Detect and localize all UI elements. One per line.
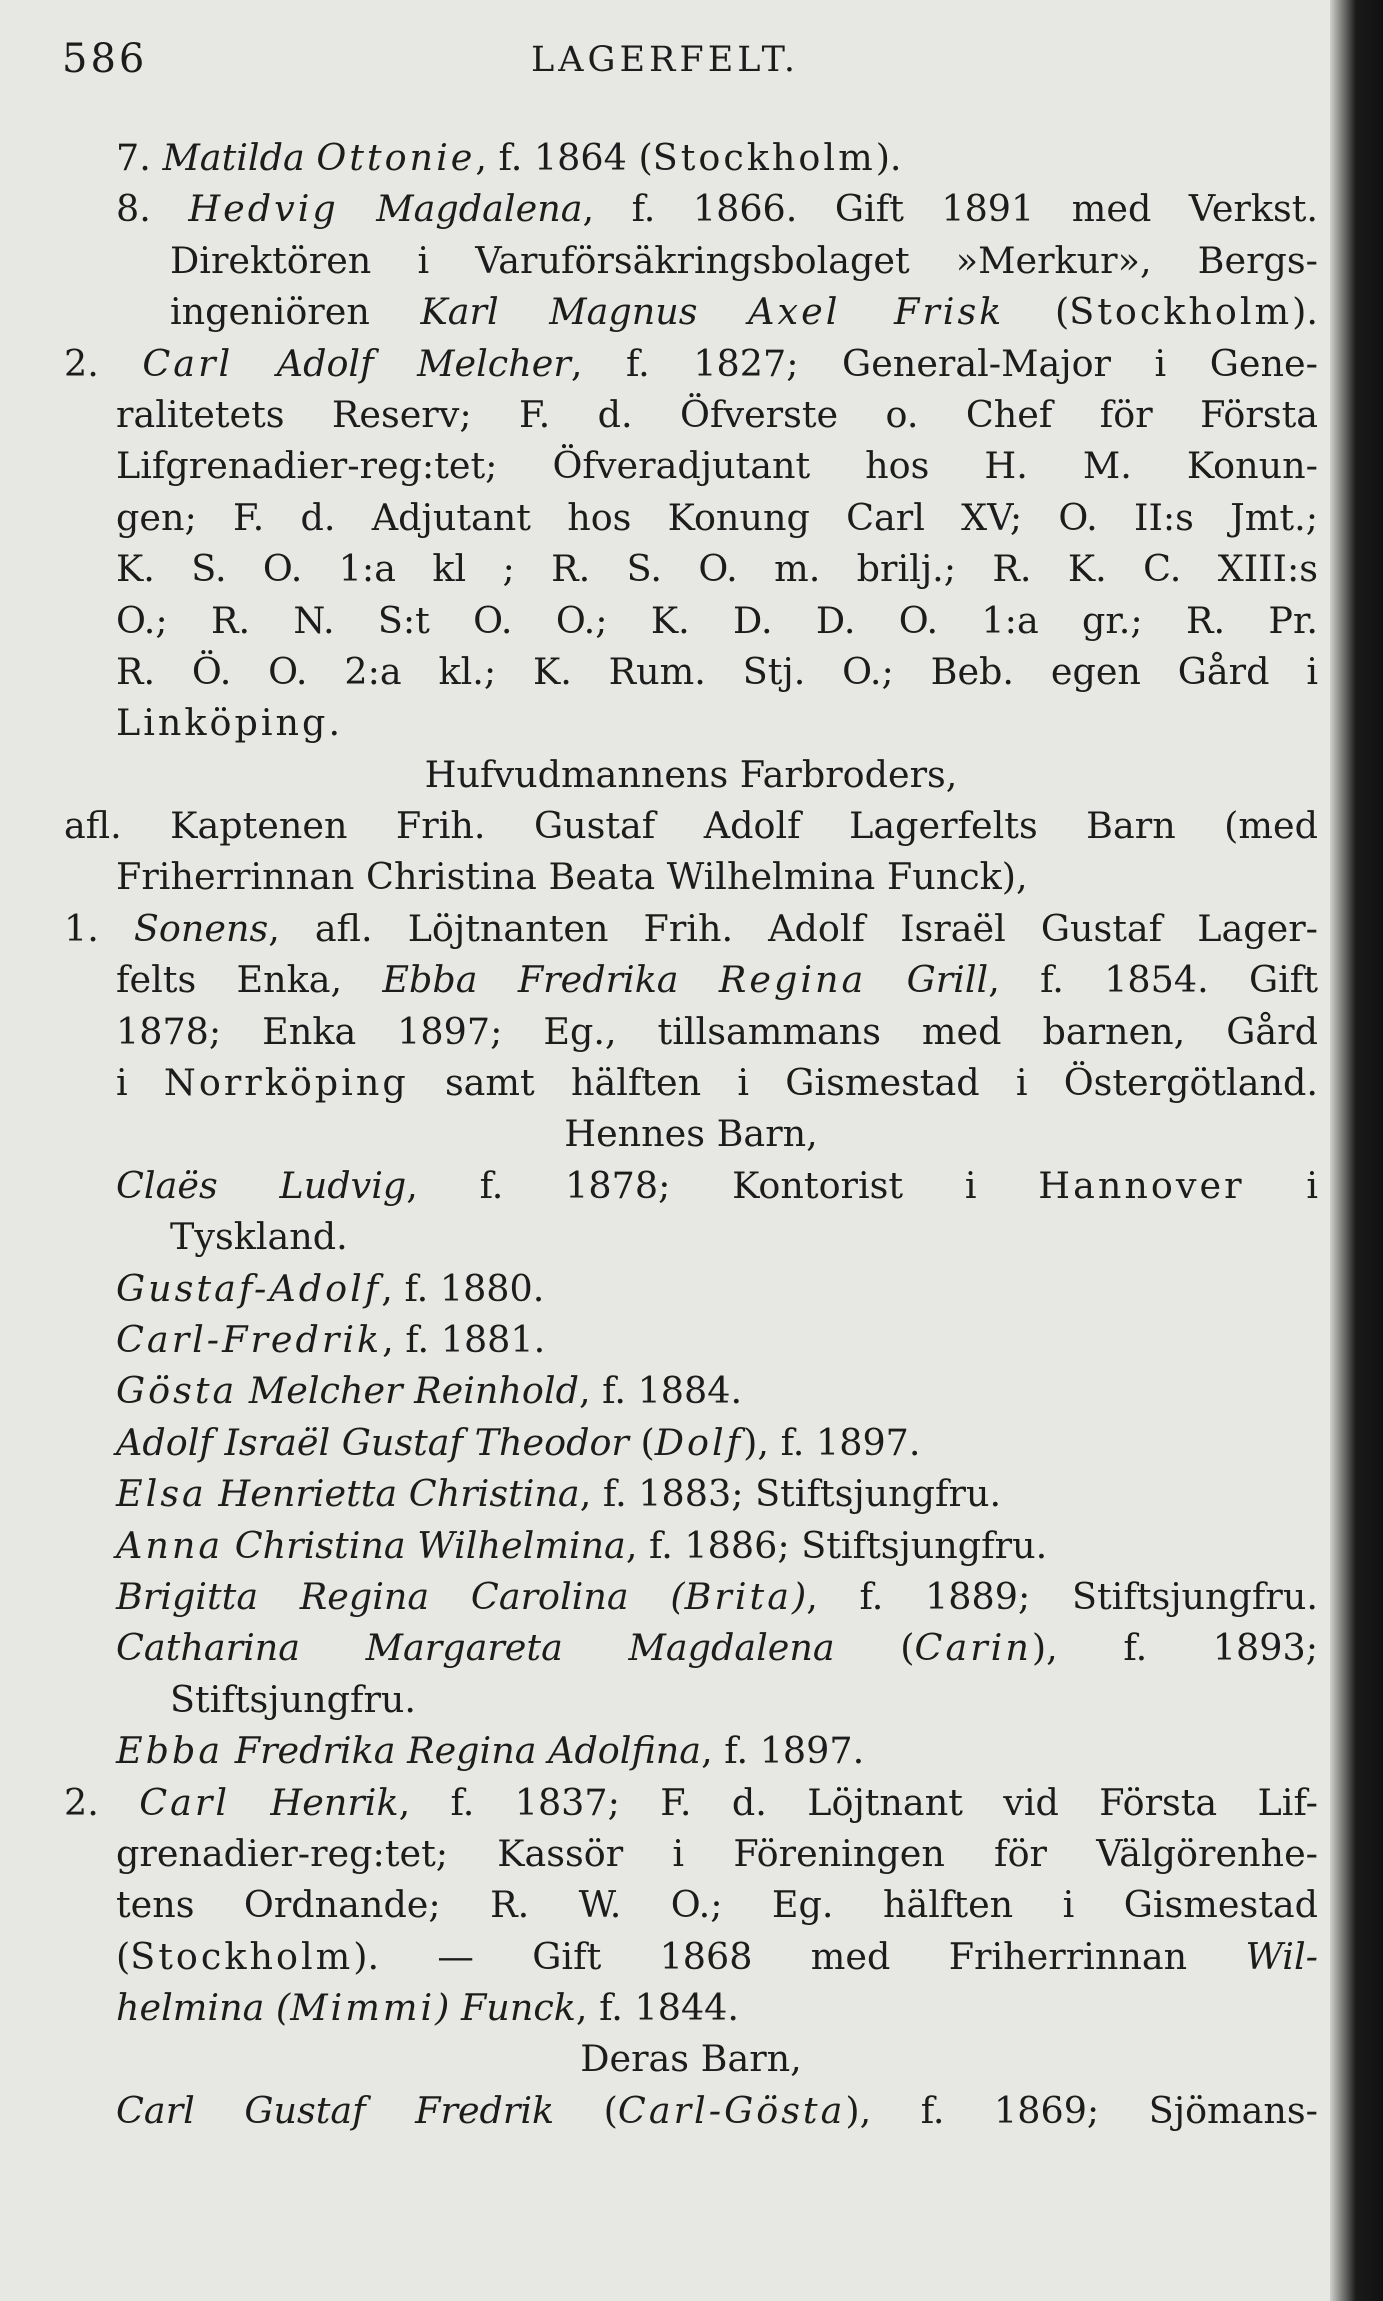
text-run: Direktören i Varuförsäkringsbolaget »Merkur», Bergs- <box>170 238 1318 282</box>
running-title: LAGERFELT. <box>531 40 799 80</box>
text-line <box>64 389 1318 440</box>
name-text: ) Funck <box>435 1986 576 2030</box>
text-run: Stockholm <box>130 1934 354 1978</box>
text-run: samt hälften i Gismestad i Östergötland. <box>408 1061 1319 1105</box>
text-run: R. Ö. O. 2:a kl.; K. Rum. Stj. O.; Beb. egen Gård i <box>116 649 1318 693</box>
text-run: , f. 1880. <box>381 1266 545 1310</box>
text-run: Lifgrenadier-reg:tet; Öfveradjutant hos H. M. Konun- <box>116 444 1318 488</box>
text-run: , afl. Löjtnanten Frih. Adolf Israël Gustaf Lager- <box>268 906 1318 950</box>
text-run <box>230 1781 270 1824</box>
text-run: , f. 1837; F. d. Löjtnant vid Första Lif- <box>398 1780 1318 1824</box>
text-run: Friherrinnan Christina Beata Wilhelmina Funck), <box>116 855 1028 899</box>
text-run: Stiftsjungfru. <box>170 1677 417 1721</box>
text-run: Deras Barn, <box>580 2037 802 2081</box>
text-line <box>64 851 1318 902</box>
text-run: Linköping <box>116 701 329 745</box>
text-line <box>64 1263 1318 1314</box>
name-text: Catharina Margareta Magdalena <box>116 1626 901 1670</box>
name-text: Sonens <box>133 906 269 950</box>
text-line <box>64 286 1318 337</box>
text-line <box>64 132 1318 183</box>
text-run: i <box>116 1061 164 1105</box>
text-run: felts Enka, <box>116 958 383 1002</box>
name-text: Anna <box>116 1523 224 1567</box>
text-run: afl. Kaptenen Frih. Gustaf Adolf Lagerfelts Barn (med <box>64 804 1318 848</box>
text-line <box>64 1160 1318 1211</box>
name-text: Adolf Israël Gustaf Theodor <box>116 1420 641 1464</box>
text-run: , f. 1878; Kontorist i <box>406 1163 1039 1207</box>
name-text: Carin <box>914 1626 1032 1670</box>
text-run: Stockholm <box>652 136 876 179</box>
name-text: Henrik <box>270 1780 399 1824</box>
text-run <box>233 342 277 385</box>
text-run: , f. 1886; Stiftsjungfru. <box>625 1523 1048 1567</box>
text-line <box>64 1571 1318 1622</box>
text-run: Hennes Barn, <box>564 1112 818 1156</box>
text-run: i <box>1244 1163 1318 1207</box>
text-run: ( <box>1004 290 1070 334</box>
page-header <box>0 36 1330 96</box>
text-run: ). — Gift 1868 med Friherrinnan <box>353 1934 1246 1978</box>
text-run: . <box>328 701 341 745</box>
text-run: Stockholm <box>1069 290 1293 334</box>
name-text: Christina Wilhelmina <box>234 1523 626 1567</box>
text-run: , f. 1827; General-Major i Gene- <box>570 341 1318 385</box>
text-line <box>64 1468 1318 1519</box>
text-line <box>64 1314 1318 1365</box>
name-text: Carl Gustaf Fredrik <box>116 2088 604 2132</box>
text-line <box>64 2033 1318 2084</box>
text-line <box>64 749 1318 800</box>
text-line <box>64 2085 1318 2136</box>
text-line <box>64 800 1318 851</box>
text-run: ( <box>640 1420 655 1464</box>
text-line <box>64 1211 1318 1262</box>
text-line <box>64 338 1318 389</box>
name-text: Matilda <box>162 136 317 179</box>
text-run: , f. 1889; Stiftsjungfru. <box>806 1574 1318 1618</box>
name-text: Fredrika Regina Adolfina <box>234 1729 702 1773</box>
text-run: K. S. O. 1:a kl ; R. S. O. m. brilj.; R. K. C. XIII:s <box>116 547 1318 591</box>
text-run <box>237 1369 249 1412</box>
name-text: Axel Frisk <box>748 290 1005 334</box>
name-text: Brigitta Regina Carolina ( <box>116 1574 685 1618</box>
name-text: Regina <box>718 958 867 1002</box>
text-line <box>64 1057 1318 1108</box>
text-run <box>223 1524 235 1567</box>
text-run: Hannover <box>1038 1163 1245 1207</box>
name-text: helmina ( <box>116 1986 291 2030</box>
name-text: Karl Magnus <box>420 290 749 334</box>
text-line <box>64 646 1318 697</box>
text-run: ( <box>603 2088 618 2132</box>
text-run: ), f. 1869; Sjömans- <box>845 2088 1318 2132</box>
name-text: Melcher Reinhold <box>248 1369 579 1413</box>
genealogy-text <box>64 132 1318 2136</box>
text-run: ), f. 1897. <box>743 1420 921 1464</box>
name-text: Brita <box>684 1574 792 1618</box>
text-line <box>64 1006 1318 1057</box>
text-run: tens Ordnande; R. W. O.; Eg. hälften i Gismestad <box>116 1883 1318 1927</box>
name-text: ) <box>791 1574 807 1618</box>
text-line <box>64 543 1318 594</box>
name-text: Ebba <box>116 1729 224 1773</box>
text-run: ). <box>875 136 902 179</box>
text-line <box>64 1108 1318 1159</box>
text-run: Tyskland. <box>170 1215 348 1259</box>
text-run: ingeniören <box>170 290 421 334</box>
text-run: Norrköping <box>163 1061 409 1105</box>
text-line <box>64 1777 1318 1828</box>
name-text: Carl <box>139 1780 231 1824</box>
text-run: , f. 1864 ( <box>475 136 653 179</box>
text-run: , f. 1897. <box>701 1729 865 1773</box>
text-run: 1. <box>64 906 134 950</box>
text-run: , f. 1881. <box>382 1317 546 1361</box>
text-line <box>64 1417 1318 1468</box>
text-line <box>64 1365 1318 1416</box>
name-text: Gustaf-Adolf <box>116 1266 382 1310</box>
page-binding-edge <box>1330 0 1383 2301</box>
name-text: Henrietta Christina <box>218 1472 580 1516</box>
name-text: Carl-Fredrik <box>116 1317 383 1361</box>
text-run: , f. 1866. Gift 1891 med Verkst. <box>582 187 1318 231</box>
text-run: 8. <box>116 187 189 231</box>
text-line <box>64 595 1318 646</box>
text-line <box>64 1520 1318 1571</box>
text-run: , f. 1883; Stiftsjungfru. <box>579 1472 1002 1516</box>
text-line <box>64 440 1318 491</box>
text-run: , f. 1854. Gift <box>988 958 1318 1002</box>
text-run: O.; R. N. S:t O. O.; K. D. D. O. 1:a gr.; R. Pr. <box>116 598 1318 642</box>
text-run <box>866 958 906 1001</box>
name-text: Hedvig <box>188 187 339 231</box>
text-line <box>64 1879 1318 1930</box>
text-line <box>64 954 1318 1005</box>
text-run: ralitetets Reserv; F. d. Öfverste o. Chef för Första <box>116 392 1318 436</box>
text-run: gen; F. d. Adjutant hos Konung Carl XV; O. II:s Jmt.; <box>116 495 1318 539</box>
name-text: Gösta <box>116 1369 238 1413</box>
text-run: ). <box>1292 290 1319 334</box>
text-line <box>64 697 1318 748</box>
text-run <box>207 1472 219 1515</box>
text-run: ( <box>900 1626 915 1670</box>
text-run: ), f. 1893; <box>1031 1626 1318 1670</box>
text-line <box>64 1982 1318 2033</box>
page-number: 586 <box>62 36 148 82</box>
name-text: Adolf Melcher <box>276 341 571 385</box>
text-line <box>64 235 1318 286</box>
text-line <box>64 492 1318 543</box>
text-run: grenadier-reg:tet; Kassör i Föreningen för Välgörenhe- <box>116 1831 1318 1875</box>
text-run <box>339 187 377 230</box>
text-run: 2. <box>64 1780 140 1824</box>
name-text: Magdalena <box>376 187 583 231</box>
name-text: Ottonie <box>316 136 476 179</box>
text-line <box>64 903 1318 954</box>
name-text: Dolf <box>654 1420 744 1464</box>
text-line <box>64 1828 1318 1879</box>
text-run: 7. <box>116 136 163 179</box>
text-run <box>223 1729 235 1772</box>
text-run: 1878; Enka 1897; Eg., tillsammans med barnen, Gård <box>116 1009 1318 1053</box>
text-run: Hufvudmannens Farbroders, <box>424 752 958 796</box>
text-line <box>64 1674 1318 1725</box>
name-text: Grill <box>906 958 989 1002</box>
name-text: Claës Ludvig <box>116 1163 407 1207</box>
text-line <box>64 1622 1318 1673</box>
text-run: ( <box>116 1934 131 1978</box>
text-run: , f. 1884. <box>578 1369 743 1413</box>
name-text: Elsa <box>116 1472 207 1516</box>
text-run: , f. 1844. <box>575 1986 739 2030</box>
name-text: Mimmi <box>290 1986 436 2030</box>
text-line <box>64 1725 1318 1776</box>
name-text: Ebba Fredrika <box>382 958 719 1002</box>
text-line <box>64 183 1318 234</box>
name-text: Wil- <box>1245 1934 1318 1978</box>
text-run: 2. <box>64 341 143 385</box>
name-text: Carl <box>142 341 234 385</box>
text-line <box>64 1931 1318 1982</box>
name-text: Carl-Gösta <box>617 2088 846 2132</box>
